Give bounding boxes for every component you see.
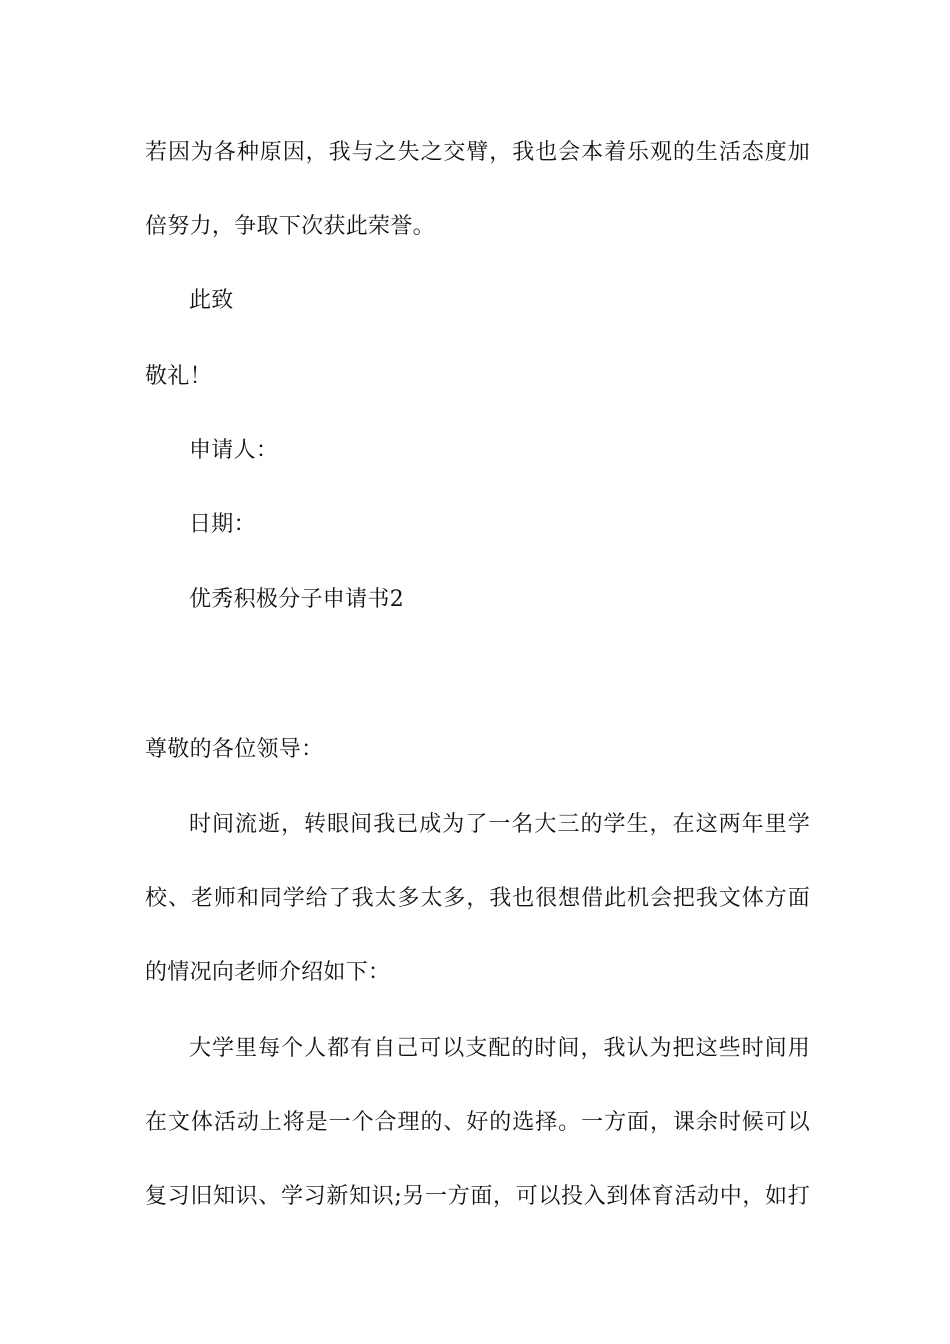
letter-greeting: 尊敬的各位领导： xyxy=(145,737,324,762)
applicant-label: 申请人： xyxy=(189,438,279,463)
paragraph2-line-3: 复习旧知识、学习新知识;另一方面，可以投入到体育活动中，如打 xyxy=(145,1184,810,1209)
closing-regards: 敬礼！ xyxy=(145,364,212,389)
paragraph1-line-2: 校、老师和同学给了我太多太多，我也很想借此机会把我文体方面 xyxy=(145,886,810,911)
second-letter-title: 优秀积极分子申请书2 xyxy=(189,587,404,612)
paragraph1-line-3: 的情况向老师介绍如下： xyxy=(145,960,391,985)
closing-salutation: 此致 xyxy=(189,288,234,313)
continuation-line-2: 倍努力，争取下次获此荣誉。 xyxy=(145,214,435,239)
continuation-line-1: 若因为各种原因，我与之失之交臂，我也会本着乐观的生活态度加 xyxy=(145,140,810,165)
paragraph2-line-2: 在文体活动上将是一个合理的、好的选择。一方面，课余时候可以 xyxy=(145,1110,810,1135)
date-label: 日期： xyxy=(189,512,256,537)
paragraph2-line-1: 大学里每个人都有自己可以支配的时间，我认为把这些时间用 xyxy=(189,1036,810,1061)
paragraph1-line-1: 时间流逝，转眼间我已成为了一名大三的学生，在这两年里学 xyxy=(189,812,810,837)
